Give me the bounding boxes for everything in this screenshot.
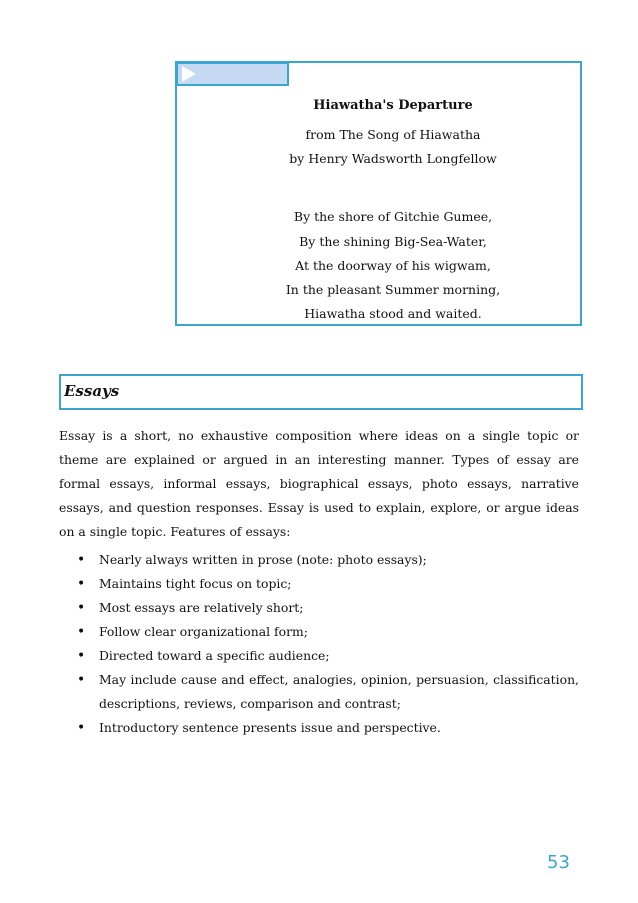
poem-author: by Henry Wadsworth Longfellow	[289, 151, 497, 166]
list-item	[59, 596, 579, 620]
list-item	[59, 668, 579, 716]
feature-text: Follow clear organizational form;	[99, 624, 308, 639]
poem-line: In the pleasant Summer morning,	[285, 282, 501, 297]
poem-title: Hiawatha's Departure	[313, 98, 473, 113]
list-item	[59, 620, 579, 644]
list-item	[59, 572, 579, 596]
poem-box	[175, 61, 582, 326]
bullet-icon: •	[77, 576, 86, 592]
poem-tab	[176, 62, 289, 86]
bullet-icon: •	[77, 648, 86, 664]
poem-line: At the doorway of his wigwam,	[295, 258, 491, 273]
list-item	[59, 644, 579, 668]
feature-text: Maintains tight focus on topic;	[99, 576, 292, 591]
bullet-icon: •	[77, 672, 86, 688]
list-item	[59, 716, 579, 740]
bullet-icon: •	[77, 600, 86, 616]
bullet-icon: •	[77, 624, 86, 640]
poem-line: Hiawatha stood and waited.	[304, 306, 482, 321]
essay-paragraph: Essay is a short, no exhaustive composition where ideas on a single topic or theme are explained or argued in an interesting manner. Types of essay are formal essays, informal essays, biographical essays, photo essays, narrative essays, and question responses. Essay is used to explain, explore, or argue ideas on a single topic. Features of essays:	[59, 428, 579, 539]
feature-text: Nearly always written in prose (note: photo essays);	[99, 552, 427, 567]
play-arrow-icon	[182, 66, 196, 82]
poem-source: from The Song of Hiawatha	[305, 127, 481, 142]
feature-text: Directed toward a specific audience;	[99, 648, 330, 663]
poem-line: By the shining Big-Sea-Water,	[299, 234, 487, 249]
page-number: 53	[547, 852, 570, 873]
section-header	[59, 374, 583, 410]
section-title: Essays	[64, 382, 120, 400]
features-list	[59, 548, 579, 740]
list-item	[59, 548, 579, 572]
feature-text: Introductory sentence presents issue and perspective.	[99, 720, 441, 735]
bullet-icon: •	[77, 552, 86, 568]
poem-line: By the shore of Gitchie Gumee,	[293, 209, 493, 224]
feature-text: Most essays are relatively short;	[99, 600, 304, 615]
feature-text: May include cause and effect, analogies, opinion, persuasion, classification, descriptions, reviews, comparison and contrast;	[99, 672, 579, 711]
bullet-icon: •	[77, 720, 86, 736]
